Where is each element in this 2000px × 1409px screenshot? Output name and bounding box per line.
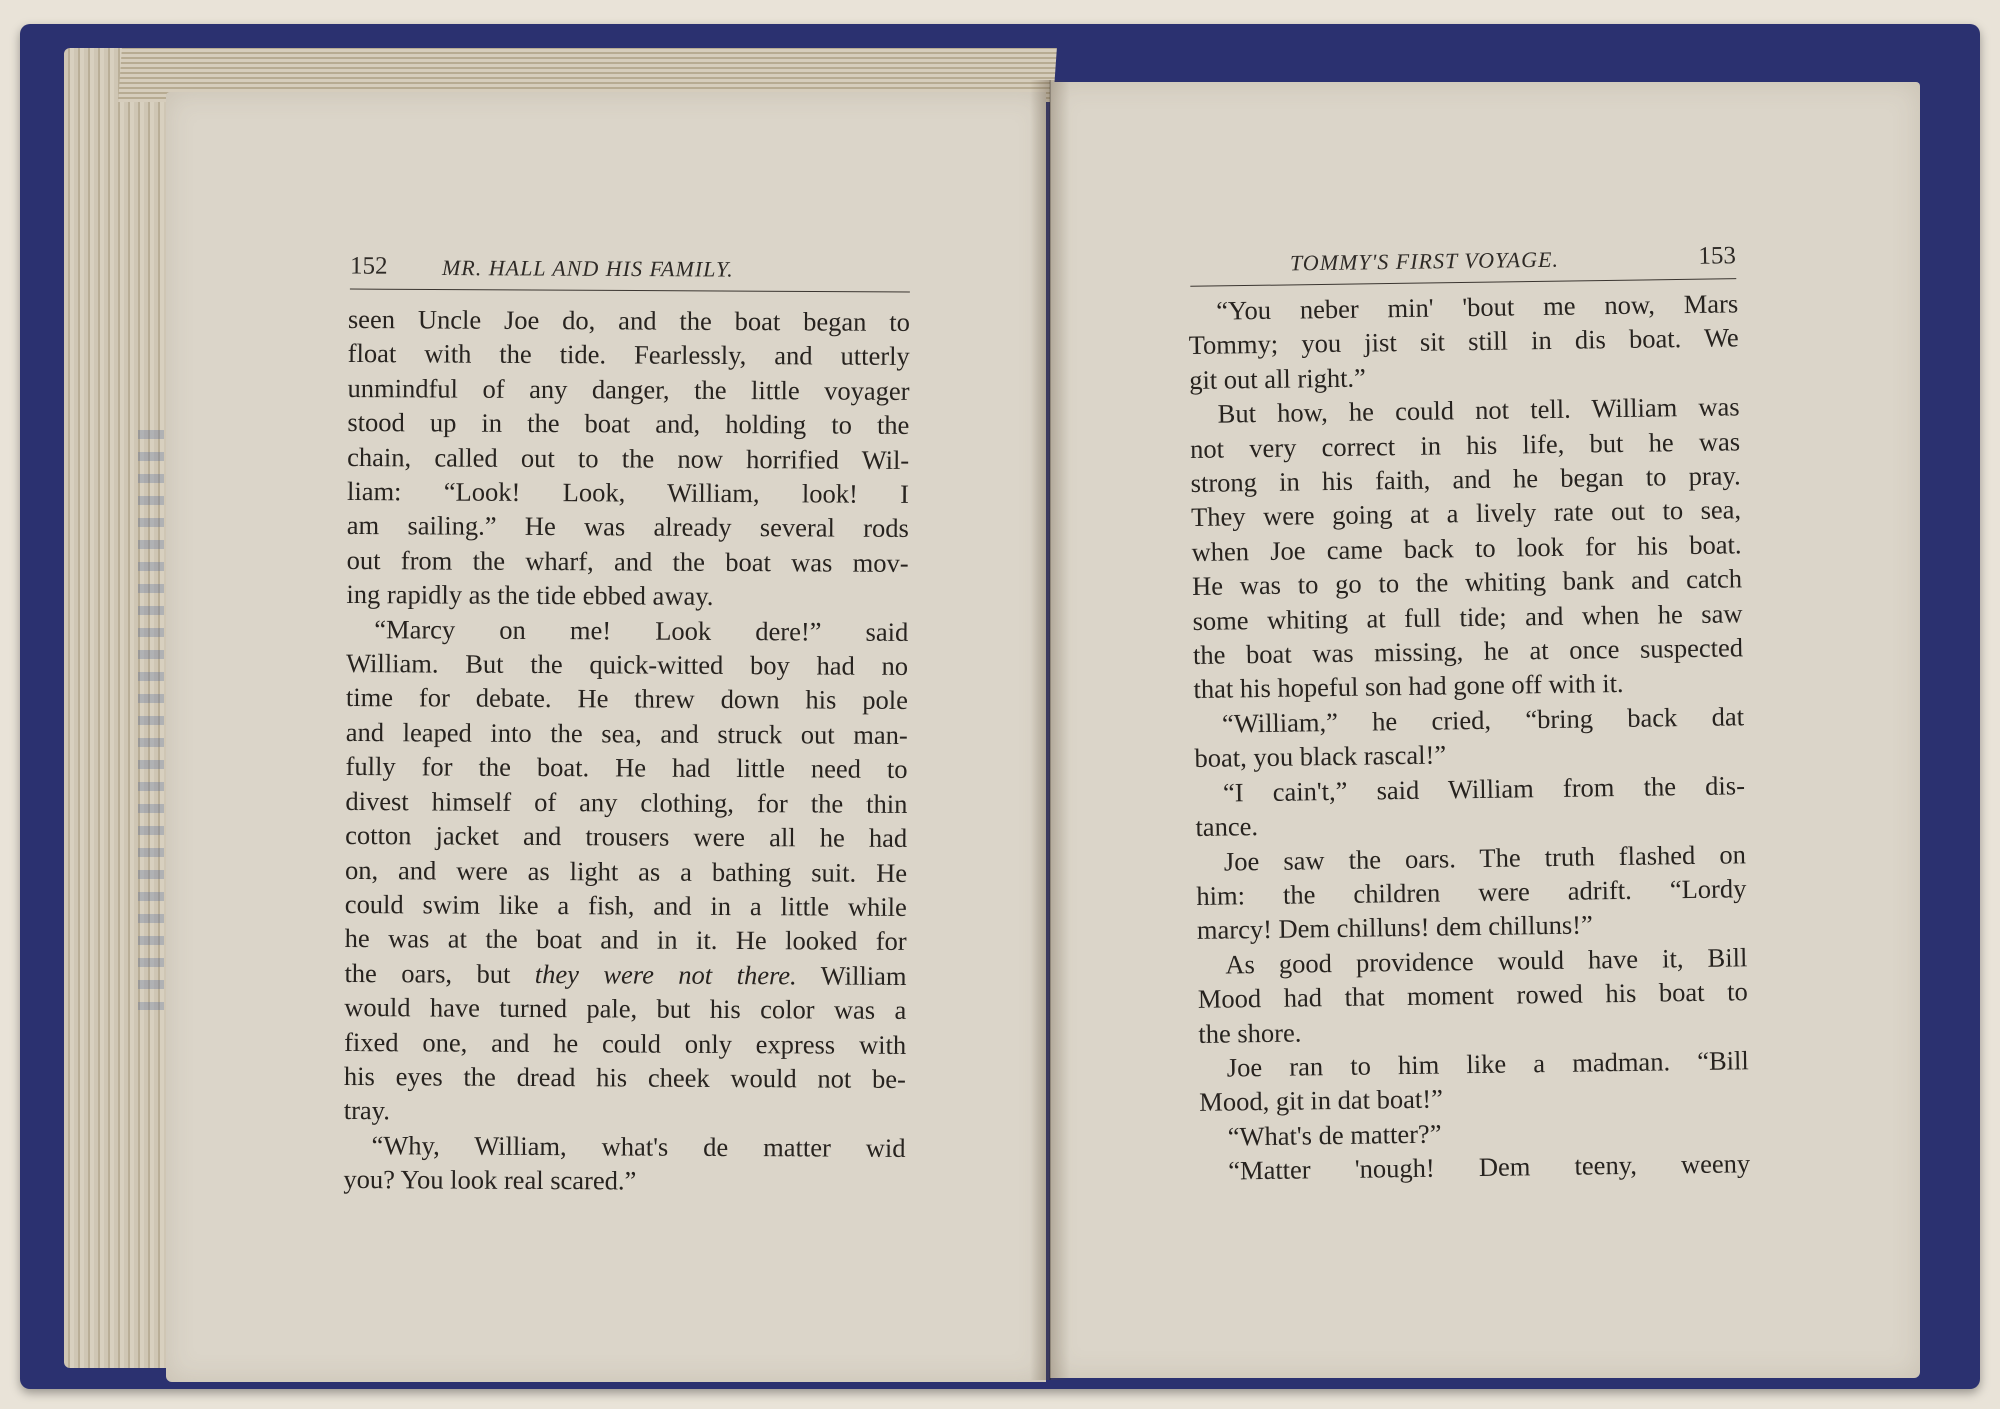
right-page-text — [1188, 286, 1750, 1188]
left-running-title: MR. HALL AND HIS FAMILY. — [441, 255, 734, 282]
text-line: tray. — [343, 1095, 390, 1126]
text-line: William. But the quick-witted boy had no — [346, 648, 909, 681]
text-line: “Matter 'nough! Dem teeny, weeny — [1228, 1148, 1751, 1186]
text-line: that his hopeful son had gone off with it. — [1193, 668, 1624, 705]
text-line: time for debate. He threw down his pole — [345, 682, 909, 716]
text-line: unmindful of any danger, the little voyager — [347, 372, 910, 406]
text-line: “Marcy on me! Look dere!” said — [374, 613, 909, 647]
text-line: fully for the boat. He had little need to — [345, 751, 908, 785]
text-fragment: William — [820, 960, 907, 991]
text-line: “What's de matter?” — [1227, 1118, 1442, 1152]
text-line: ing rapidly as the tide ebbed away. — [346, 579, 714, 612]
left-page-number: 152 — [349, 252, 388, 280]
text-line: marcy! Dem chilluns! dem chilluns!” — [1196, 909, 1593, 946]
text-line: Mood, git in dat boat!” — [1199, 1083, 1444, 1118]
text-line: float with the tide. Fearlessly, and utterly — [347, 338, 910, 372]
text-line: on, and were as light as a bathing suit. He — [344, 854, 908, 888]
text-line — [344, 956, 906, 993]
text-line: tance. — [1195, 811, 1259, 843]
right-page-number: 153 — [1698, 242, 1737, 270]
text-line: liam: “Look! Look, William, look! I — [346, 476, 910, 509]
text-line: As good providence would have it, Bill — [1225, 941, 1748, 980]
text-line: Tommy; you jist sit still in dis boat. We — [1188, 322, 1739, 361]
text-line: strong in his faith, and he began to pray. — [1190, 460, 1741, 499]
text-line: stood up in the boat and, holding to the — [347, 407, 910, 441]
text-line: Mood had that moment rowed his boat to — [1197, 976, 1749, 1015]
text-line: and leaped into the sea, and struck out man- — [345, 716, 908, 750]
text-line: Joe saw the oars. The truth flashed on — [1223, 838, 1747, 877]
text-line: “William,” he cried, “bring back dat — [1221, 701, 1745, 739]
text-line: git out all right.” — [1188, 362, 1367, 395]
text-line: he was at the boat and in it. He looked for — [344, 923, 907, 957]
fore-edge-marking — [138, 430, 164, 1010]
right-page-header — [1190, 238, 1737, 287]
text-line: chain, called out to the now horrified Wil- — [347, 441, 910, 475]
left-page-text — [343, 302, 910, 1199]
text-line: him: the children were adrift. “Lordy — [1196, 873, 1747, 911]
text-line: They were going at a lively rate out to sea, — [1190, 494, 1742, 533]
text-line: But how, he could not tell. William was — [1217, 391, 1740, 429]
text-line: not very correct in his life, but he was — [1189, 425, 1741, 464]
text-line: boat, you black rascal!” — [1194, 739, 1447, 774]
left-page-header — [350, 249, 910, 293]
text-line: seen Uncle Joe do, and the boat began to — [347, 303, 910, 337]
italic-text: they were not there. — [534, 958, 797, 991]
text-line: divest himself of any clothing, for the thin — [345, 785, 908, 819]
text-line: the boat was missing, he at once suspected — [1192, 632, 1744, 671]
text-line: Joe ran to him like a madman. “Bill — [1226, 1045, 1749, 1083]
text-line: cotton jacket and trousers were all he had — [345, 820, 908, 854]
text-line: out from the wharf, and the boat was mov- — [346, 544, 909, 578]
text-fragment: the oars, but — [344, 957, 511, 989]
text-line: you? You look real scared.” — [343, 1164, 637, 1196]
text-line: his eyes the dread his cheek would not be- — [343, 1060, 907, 1094]
text-line: “I cain't,” said William from the dis- — [1222, 769, 1746, 808]
text-line: could swim like a fish, and in a little while — [344, 888, 907, 922]
text-line: He was to go to the whiting bank and catch — [1191, 563, 1743, 602]
text-line: when Joe came back to look for his boat. — [1191, 529, 1742, 567]
text-line: fixed one, and he could only express with — [344, 1026, 907, 1060]
text-line: the shore. — [1198, 1017, 1302, 1049]
text-line: am sailing.” He was already several rods — [346, 510, 909, 544]
text-line: some whiting at full tide; and when he saw — [1192, 597, 1743, 636]
text-line: “Why, William, what's de matter wid — [371, 1129, 906, 1163]
text-line: “You neber min' 'bout me now, Mars — [1216, 288, 1739, 326]
right-running-title: TOMMY'S FIRST VOYAGE. — [1289, 246, 1560, 276]
text-line: would have turned pale, but his color was a — [344, 992, 907, 1026]
book-gutter — [1030, 80, 1070, 1380]
